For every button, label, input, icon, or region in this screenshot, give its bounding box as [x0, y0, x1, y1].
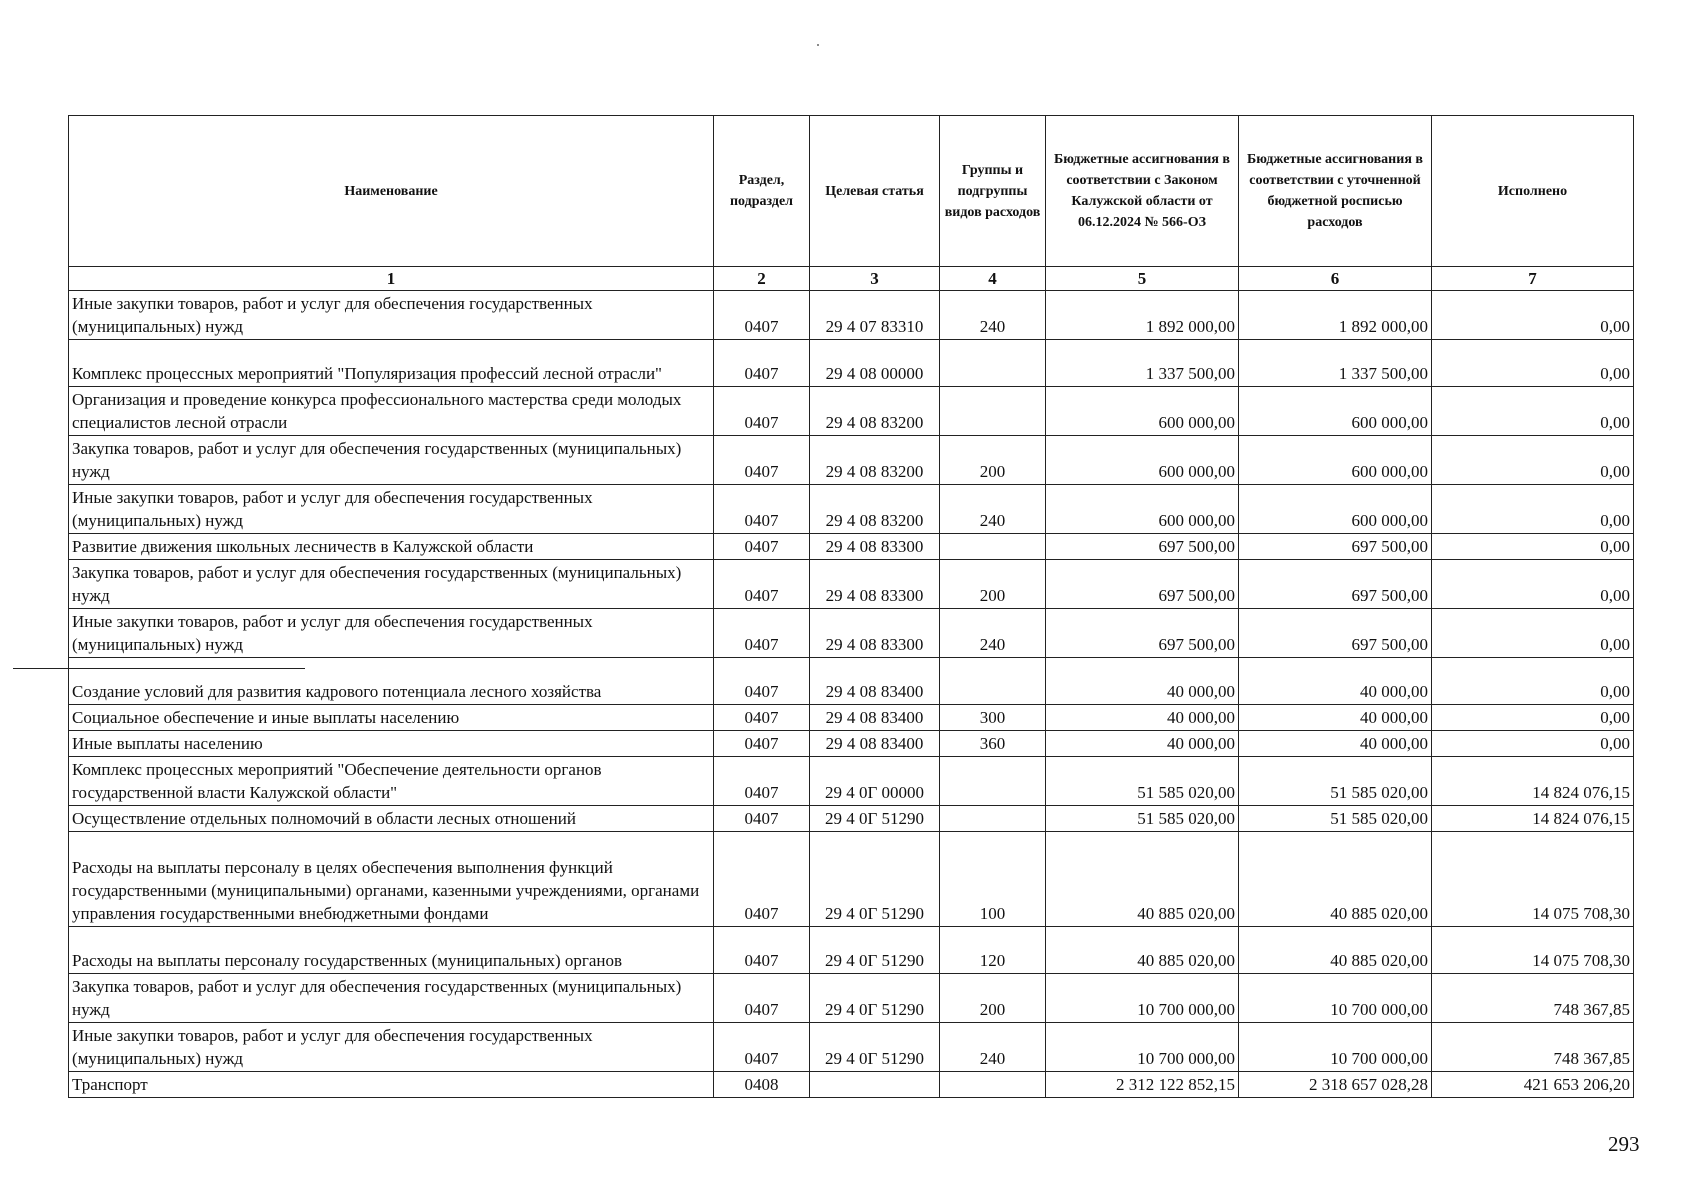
row-group: 240 [940, 291, 1046, 340]
page-number: 293 [1608, 1132, 1640, 1156]
row-name: Транспорт [69, 1072, 714, 1098]
row-refined-amount: 51 585 020,00 [1239, 806, 1432, 832]
row-name: Иные закупки товаров, работ и услуг для обеспечения государственных (муниципальных) нужд [69, 485, 714, 534]
row-refined-amount: 51 585 020,00 [1239, 757, 1432, 806]
row-article: 29 4 08 83200 [810, 387, 940, 436]
row-refined-amount: 40 885 020,00 [1239, 832, 1432, 927]
row-article: 29 4 0Г 51290 [810, 832, 940, 927]
row-section: 0407 [714, 436, 810, 485]
table-row [69, 806, 1634, 832]
table-row [69, 927, 1634, 974]
row-executed-amount: 0,00 [1432, 340, 1634, 387]
column-number: 1 [69, 267, 714, 291]
row-section: 0407 [714, 560, 810, 609]
row-article: 29 4 0Г 51290 [810, 927, 940, 974]
row-section: 0407 [714, 974, 810, 1023]
row-refined-amount: 40 000,00 [1239, 658, 1432, 705]
row-article: 29 4 0Г 51290 [810, 806, 940, 832]
header-law-allocations: Бюджетные ассигнования в соответствии с Законом Калужской области от 06.12.2024 № 566-ОЗ [1046, 116, 1239, 267]
row-section: 0407 [714, 340, 810, 387]
row-group [940, 806, 1046, 832]
table-header-row [69, 116, 1634, 267]
row-name: Развитие движения школьных лесничеств в Калужской области [69, 534, 714, 560]
row-group: 200 [940, 560, 1046, 609]
table-row [69, 387, 1634, 436]
row-group: 120 [940, 927, 1046, 974]
row-article: 29 4 08 83300 [810, 560, 940, 609]
row-article: 29 4 08 83400 [810, 705, 940, 731]
table-row [69, 1072, 1634, 1098]
row-law-amount: 51 585 020,00 [1046, 806, 1239, 832]
row-name: Комплекс процессных мероприятий "Популяризация профессий лесной отрасли" [69, 340, 714, 387]
row-name: Расходы на выплаты персоналу государственных (муниципальных) органов [69, 927, 714, 974]
row-name: Закупка товаров, работ и услуг для обеспечения государственных (муниципальных) нужд [69, 436, 714, 485]
row-executed-amount: 14 075 708,30 [1432, 832, 1634, 927]
table-row [69, 757, 1634, 806]
row-name: Организация и проведение конкурса профессионального мастерства среди молодых специалистов лесной отрасли [69, 387, 714, 436]
row-executed-amount: 421 653 206,20 [1432, 1072, 1634, 1098]
row-section: 0407 [714, 1023, 810, 1072]
row-section: 0407 [714, 387, 810, 436]
row-name: Социальное обеспечение и иные выплаты населению [69, 705, 714, 731]
column-number: 7 [1432, 267, 1634, 291]
row-refined-amount: 40 000,00 [1239, 731, 1432, 757]
row-law-amount: 40 885 020,00 [1046, 832, 1239, 927]
row-law-amount: 600 000,00 [1046, 436, 1239, 485]
table-row [69, 658, 1634, 705]
row-executed-amount: 748 367,85 [1432, 974, 1634, 1023]
row-refined-amount: 697 500,00 [1239, 534, 1432, 560]
row-article [810, 1072, 940, 1098]
table-row [69, 485, 1634, 534]
row-article: 29 4 08 00000 [810, 340, 940, 387]
column-number: 4 [940, 267, 1046, 291]
row-name: Иные выплаты населению [69, 731, 714, 757]
row-law-amount: 697 500,00 [1046, 609, 1239, 658]
row-law-amount: 600 000,00 [1046, 387, 1239, 436]
column-number: 5 [1046, 267, 1239, 291]
row-refined-amount: 600 000,00 [1239, 485, 1432, 534]
row-name: Иные закупки товаров, работ и услуг для обеспечения государственных (муниципальных) нужд [69, 1023, 714, 1072]
row-refined-amount: 40 885 020,00 [1239, 927, 1432, 974]
row-group [940, 387, 1046, 436]
row-group [940, 340, 1046, 387]
row-refined-amount: 10 700 000,00 [1239, 1023, 1432, 1072]
table-row [69, 291, 1634, 340]
row-executed-amount: 14 824 076,15 [1432, 757, 1634, 806]
row-article: 29 4 07 83310 [810, 291, 940, 340]
row-section: 0407 [714, 609, 810, 658]
column-number: 2 [714, 267, 810, 291]
row-section: 0407 [714, 757, 810, 806]
row-section: 0407 [714, 485, 810, 534]
row-executed-amount: 0,00 [1432, 436, 1634, 485]
row-group: 240 [940, 1023, 1046, 1072]
row-law-amount: 600 000,00 [1046, 485, 1239, 534]
row-refined-amount: 1 337 500,00 [1239, 340, 1432, 387]
row-section: 0407 [714, 806, 810, 832]
column-number: 3 [810, 267, 940, 291]
header-target-article: Целевая статья [810, 116, 940, 267]
row-name: Закупка товаров, работ и услуг для обеспечения государственных (муниципальных) нужд [69, 560, 714, 609]
row-article: 29 4 0Г 00000 [810, 757, 940, 806]
table-row [69, 436, 1634, 485]
row-executed-amount: 0,00 [1432, 731, 1634, 757]
row-law-amount: 697 500,00 [1046, 560, 1239, 609]
row-law-amount: 697 500,00 [1046, 534, 1239, 560]
row-refined-amount: 697 500,00 [1239, 609, 1432, 658]
row-group: 300 [940, 705, 1046, 731]
row-law-amount: 10 700 000,00 [1046, 1023, 1239, 1072]
row-executed-amount: 0,00 [1432, 485, 1634, 534]
row-law-amount: 40 000,00 [1046, 705, 1239, 731]
row-name: Закупка товаров, работ и услуг для обеспечения государственных (муниципальных) нужд [69, 974, 714, 1023]
row-section: 0407 [714, 832, 810, 927]
row-law-amount: 40 000,00 [1046, 658, 1239, 705]
row-refined-amount: 697 500,00 [1239, 560, 1432, 609]
row-executed-amount: 0,00 [1432, 705, 1634, 731]
row-executed-amount: 0,00 [1432, 609, 1634, 658]
row-article: 29 4 08 83400 [810, 731, 940, 757]
row-refined-amount: 2 318 657 028,28 [1239, 1072, 1432, 1098]
row-article: 29 4 08 83300 [810, 534, 940, 560]
header-name: Наименование [69, 116, 714, 267]
row-article: 29 4 0Г 51290 [810, 974, 940, 1023]
row-executed-amount: 748 367,85 [1432, 1023, 1634, 1072]
row-section: 0407 [714, 534, 810, 560]
row-section: 0407 [714, 705, 810, 731]
row-group [940, 757, 1046, 806]
table-row [69, 705, 1634, 731]
row-group: 240 [940, 609, 1046, 658]
row-refined-amount: 600 000,00 [1239, 436, 1432, 485]
row-executed-amount: 14 824 076,15 [1432, 806, 1634, 832]
row-executed-amount: 0,00 [1432, 291, 1634, 340]
row-article: 29 4 0Г 51290 [810, 1023, 940, 1072]
row-article: 29 4 08 83400 [810, 658, 940, 705]
table-row [69, 560, 1634, 609]
row-law-amount: 1 337 500,00 [1046, 340, 1239, 387]
scan-dot [817, 44, 819, 46]
row-refined-amount: 40 000,00 [1239, 705, 1432, 731]
table-row [69, 974, 1634, 1023]
row-group [940, 534, 1046, 560]
row-executed-amount: 0,00 [1432, 534, 1634, 560]
budget-execution-table [68, 115, 1634, 1098]
row-refined-amount: 1 892 000,00 [1239, 291, 1432, 340]
row-name: Иные закупки товаров, работ и услуг для обеспечения государственных (муниципальных) нужд [69, 291, 714, 340]
row-law-amount: 51 585 020,00 [1046, 757, 1239, 806]
row-section: 0407 [714, 291, 810, 340]
row-group: 200 [940, 974, 1046, 1023]
row-law-amount: 40 000,00 [1046, 731, 1239, 757]
row-name: Иные закупки товаров, работ и услуг для обеспечения государственных (муниципальных) нужд [69, 609, 714, 658]
column-number: 6 [1239, 267, 1432, 291]
table-row [69, 731, 1634, 757]
row-refined-amount: 600 000,00 [1239, 387, 1432, 436]
table-row [69, 340, 1634, 387]
row-law-amount: 2 312 122 852,15 [1046, 1072, 1239, 1098]
row-law-amount: 40 885 020,00 [1046, 927, 1239, 974]
row-group: 200 [940, 436, 1046, 485]
row-group [940, 658, 1046, 705]
row-executed-amount: 0,00 [1432, 658, 1634, 705]
row-executed-amount: 0,00 [1432, 387, 1634, 436]
row-law-amount: 10 700 000,00 [1046, 974, 1239, 1023]
row-name: Создание условий для развития кадрового потенциала лесного хозяйства [69, 658, 714, 705]
table-row [69, 832, 1634, 927]
row-executed-amount: 14 075 708,30 [1432, 927, 1634, 974]
header-refined-allocations: Бюджетные ассигнования в соответствии с уточненной бюджетной росписью расходов [1239, 116, 1432, 267]
row-name: Комплекс процессных мероприятий "Обеспечение деятельности органов государственной власти Калужской области" [69, 757, 714, 806]
header-executed: Исполнено [1432, 116, 1634, 267]
row-refined-amount: 10 700 000,00 [1239, 974, 1432, 1023]
row-group: 100 [940, 832, 1046, 927]
table-row [69, 534, 1634, 560]
row-article: 29 4 08 83200 [810, 436, 940, 485]
row-group [940, 1072, 1046, 1098]
row-executed-amount: 0,00 [1432, 560, 1634, 609]
row-section: 0407 [714, 658, 810, 705]
row-name: Осуществление отдельных полномочий в области лесных отношений [69, 806, 714, 832]
row-section: 0407 [714, 731, 810, 757]
header-expense-group: Группы и подгруппы видов расходов [940, 116, 1046, 267]
table-row [69, 1023, 1634, 1072]
header-section: Раздел, подраздел [714, 116, 810, 267]
row-article: 29 4 08 83300 [810, 609, 940, 658]
row-article: 29 4 08 83200 [810, 485, 940, 534]
table-row [69, 609, 1634, 658]
row-group: 240 [940, 485, 1046, 534]
row-name: Расходы на выплаты персоналу в целях обеспечения выполнения функций государственными (муниципальными) органами, казенными учреждениями, органами управления государственными внебюджетными фондами [69, 832, 714, 927]
row-law-amount: 1 892 000,00 [1046, 291, 1239, 340]
row-section: 0407 [714, 927, 810, 974]
row-group: 360 [940, 731, 1046, 757]
column-number-row [69, 267, 1634, 291]
row-section: 0408 [714, 1072, 810, 1098]
